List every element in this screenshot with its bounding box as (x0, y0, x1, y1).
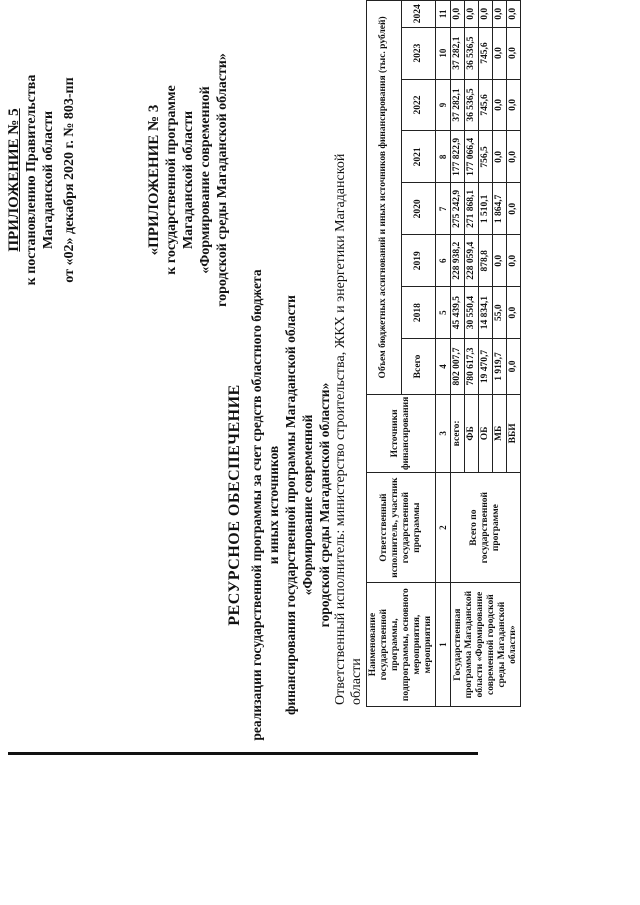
source-cell: МБ (493, 394, 507, 472)
value-cell: 228 059,4 (465, 235, 479, 287)
source-cell: ОБ (479, 394, 493, 472)
value-cell: 275 242,9 (451, 183, 465, 235)
appendix-5-header (6, 30, 78, 330)
header-year: 2019 (401, 235, 436, 287)
value-cell: 878,8 (479, 235, 493, 287)
header-year: 2021 (401, 131, 436, 183)
value-cell: 0,0 (493, 235, 507, 287)
source-cell: ФБ (465, 394, 479, 472)
value-cell: 0,0 (507, 79, 521, 131)
column-number: 9 (436, 79, 451, 131)
value-cell: 177 066,4 (465, 131, 479, 183)
appendix-3-header (146, 30, 231, 330)
title-line: реализации государственной программы за счет средств областного бюджета и иных источников (249, 269, 281, 741)
header-volume: Объем бюджетных ассигнований и иных источников финансирования (тыс. рублей) (367, 1, 402, 395)
value-cell: 0,0 (493, 79, 507, 131)
responsible-executor: Ответственный исполнитель: министерство строительства, ЖКХ и энергетики Магаданской области (333, 153, 364, 705)
column-number: 8 (436, 131, 451, 183)
column-number: 3 (436, 394, 451, 472)
appendix-3-line: к государственной программе (164, 85, 179, 275)
appendix-5-line: к постановлению Правительства (24, 74, 39, 286)
header-source: Источники финансирования (367, 394, 436, 472)
program-responsible-cell: Всего по государственной программе (451, 472, 521, 582)
header-year: 2022 (401, 79, 436, 131)
appendix-5-line: Магаданской области (41, 110, 56, 250)
column-number: 11 (436, 1, 451, 28)
column-number: 10 (436, 27, 451, 79)
header-total: Всего (401, 339, 436, 395)
title-main: РЕСУРСНОЕ ОБЕСПЕЧЕНИЕ (226, 384, 243, 626)
value-cell: 0,0 (507, 1, 521, 28)
value-cell: 0,0 (507, 235, 521, 287)
value-cell: 177 822,9 (451, 131, 465, 183)
column-number: 4 (436, 339, 451, 395)
header-year: 2018 (401, 287, 436, 339)
value-cell: 0,0 (507, 287, 521, 339)
value-cell: 0,0 (507, 339, 521, 395)
appendix-3-line: городской среды Магаданской области» (215, 53, 230, 307)
value-cell: 271 868,1 (465, 183, 479, 235)
value-cell: 36 536,5 (465, 27, 479, 79)
value-cell: 745,6 (479, 79, 493, 131)
column-number: 5 (436, 287, 451, 339)
value-cell: 36 536,5 (465, 79, 479, 131)
header-year: 2024 (401, 1, 436, 28)
value-cell: 780 617,3 (465, 339, 479, 395)
value-cell: 19 470,7 (479, 339, 493, 395)
value-cell: 0,0 (507, 131, 521, 183)
column-number: 2 (436, 472, 451, 582)
value-cell: 37 282,1 (451, 79, 465, 131)
table-row (451, 1, 465, 707)
value-cell: 745,6 (479, 27, 493, 79)
header-responsible: Ответственный исполнитель, участник государственной программы (367, 472, 436, 582)
appendix-3-title: «ПРИЛОЖЕНИЕ № 3 (146, 104, 162, 256)
value-cell: 1 864,7 (493, 183, 507, 235)
program-name-cell: Государственная программа Магаданской области «Формирование современной городской среды Магаданской области» (451, 583, 521, 707)
value-cell: 228 938,2 (451, 235, 465, 287)
title-line: финансирования государственной программы Магаданской области «Формирование современной (283, 295, 315, 715)
value-cell: 0,0 (493, 27, 507, 79)
value-cell: 0,0 (507, 27, 521, 79)
resource-table (366, 0, 521, 707)
header-name: Наименование государственной программы, подпрограммы, основного мероприятия, мероприятия (367, 583, 436, 707)
value-cell: 0,0 (493, 131, 507, 183)
value-cell: 756,5 (479, 131, 493, 183)
value-cell: 0,0 (451, 1, 465, 28)
value-cell: 802 007,7 (451, 339, 465, 395)
title-line: городской среды Магаданской области» (317, 382, 332, 628)
appendix-5-line: от «02» декабря 2020 г. № 803-пп (62, 77, 77, 283)
column-number: 6 (436, 235, 451, 287)
appendix-3-line: Магаданской области (181, 110, 196, 250)
value-cell: 14 834,1 (479, 287, 493, 339)
value-cell: 0,0 (465, 1, 479, 28)
header-year: 2020 (401, 183, 436, 235)
appendix-3-line: «Формирование современной (198, 86, 213, 274)
appendix-5-title: ПРИЛОЖЕНИЕ № 5 (6, 108, 22, 252)
value-cell: 0,0 (479, 1, 493, 28)
value-cell: 0,0 (507, 183, 521, 235)
value-cell: 45 439,5 (451, 287, 465, 339)
value-cell: 37 282,1 (451, 27, 465, 79)
column-number: 7 (436, 183, 451, 235)
value-cell: 55,0 (493, 287, 507, 339)
source-cell: ВБИ (507, 394, 521, 472)
header-year: 2023 (401, 27, 436, 79)
value-cell: 1 919,7 (493, 339, 507, 395)
separator-line (8, 752, 478, 755)
value-cell: 1 510,1 (479, 183, 493, 235)
document-title (226, 265, 333, 745)
value-cell: 30 550,4 (465, 287, 479, 339)
source-cell: всего: (451, 394, 465, 472)
column-number: 1 (436, 583, 451, 707)
value-cell: 0,0 (493, 1, 507, 28)
